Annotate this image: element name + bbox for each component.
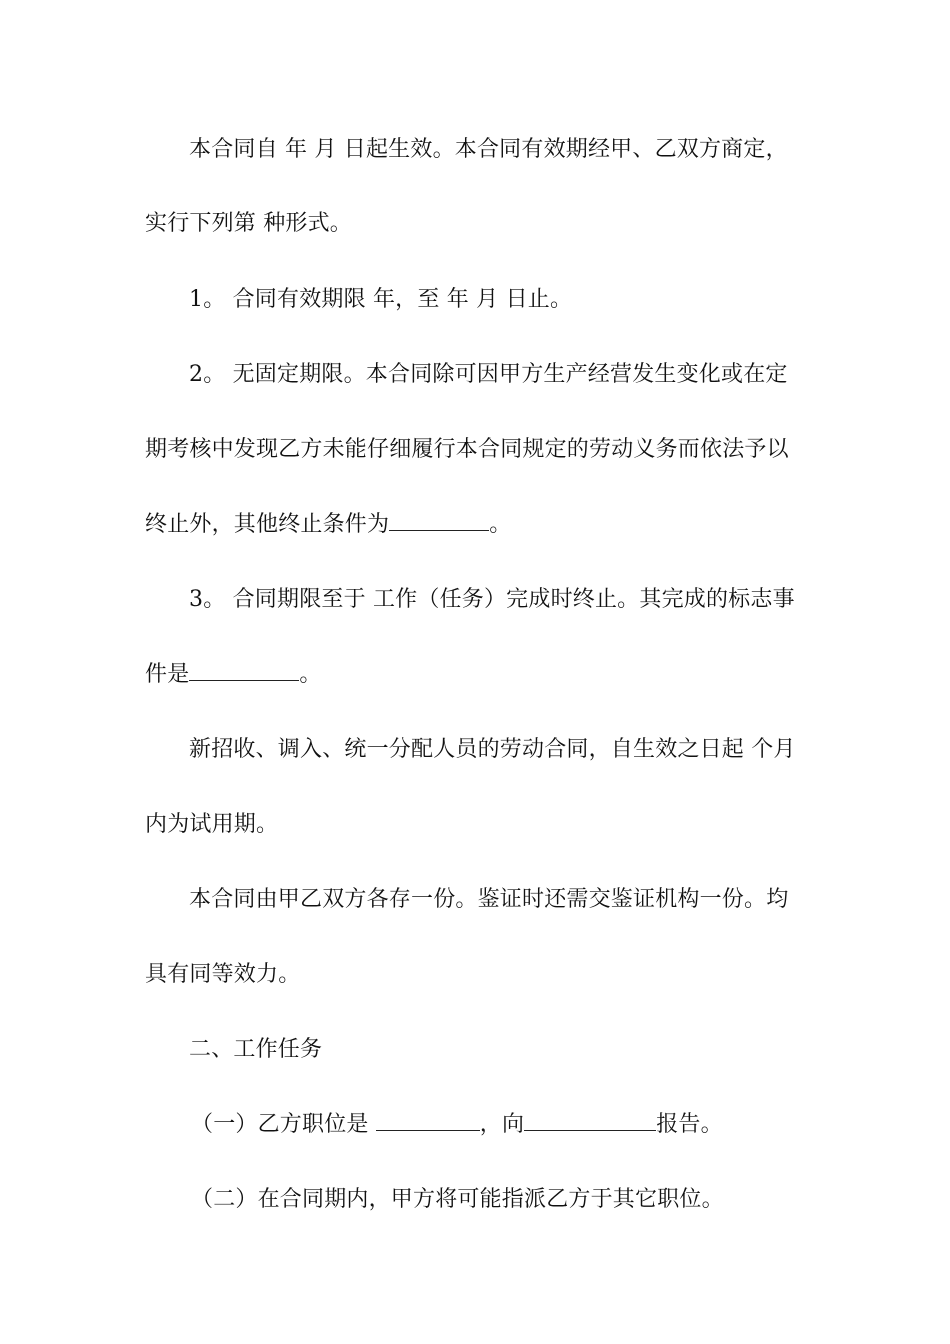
section-heading-work-tasks xyxy=(189,1034,815,1066)
clause-task-term-cont xyxy=(145,659,815,691)
text-line: （一）乙方职位是 xyxy=(191,1112,376,1137)
text-line: 3。 合同期限至于 工作（任务）完成时终止。其完成的标志事 xyxy=(189,587,795,612)
blank-completion-event xyxy=(189,660,299,681)
text-line: 2。 无固定期限。本合同除可因甲方生产经营发生变化或在定 xyxy=(189,362,788,387)
clause-open-term-end xyxy=(145,509,815,541)
item-reassignment xyxy=(191,1184,815,1216)
text-line: 实行下列第 种形式。 xyxy=(145,211,352,236)
text-line: 终止外，其他终止条件为 xyxy=(145,512,390,537)
text-line: 本合同由甲乙双方各存一份。鉴证时还需交鉴证机构一份。均 xyxy=(189,887,789,912)
clause-open-term-cont xyxy=(145,434,815,466)
text-line: 内为试用期。 xyxy=(145,812,279,837)
text-line: 。 xyxy=(489,512,512,537)
paragraph-copies-cont xyxy=(145,959,815,991)
text-line: 报告。 xyxy=(656,1112,723,1137)
section-title: 二、工作任务 xyxy=(189,1037,323,1062)
text-line: （二）在合同期内，甲方将可能指派乙方于其它职位。 xyxy=(191,1187,724,1212)
paragraph-copies xyxy=(189,884,815,916)
paragraph-probation xyxy=(189,734,815,766)
text-line: 本合同自 年 月 日起生效。本合同有效期经甲、乙双方商定， xyxy=(189,137,788,162)
text-line: 1。 合同有效期限 年，至 年 月 日止。 xyxy=(189,287,573,312)
blank-report-to xyxy=(524,1110,656,1131)
clause-task-term xyxy=(189,584,815,616)
text-line: 期考核中发现乙方未能仔细履行本合同规定的劳动义务而依法予以 xyxy=(145,437,789,462)
text-line: 。 xyxy=(299,662,322,687)
paragraph-effective-date xyxy=(189,134,815,166)
clause-open-term xyxy=(189,359,815,391)
text-line: ，向 xyxy=(479,1112,525,1137)
clause-fixed-term xyxy=(189,284,815,316)
text-line: 件是 xyxy=(145,662,190,687)
blank-termination-conditions xyxy=(389,510,489,531)
text-line: 具有同等效力。 xyxy=(145,962,301,987)
blank-position xyxy=(376,1110,480,1131)
paragraph-probation-cont xyxy=(145,809,815,841)
text-line: 新招收、调入、统一分配人员的劳动合同，自生效之日起 个月 xyxy=(189,737,796,762)
item-position xyxy=(191,1109,815,1141)
paragraph-effective-date-cont xyxy=(145,208,815,240)
